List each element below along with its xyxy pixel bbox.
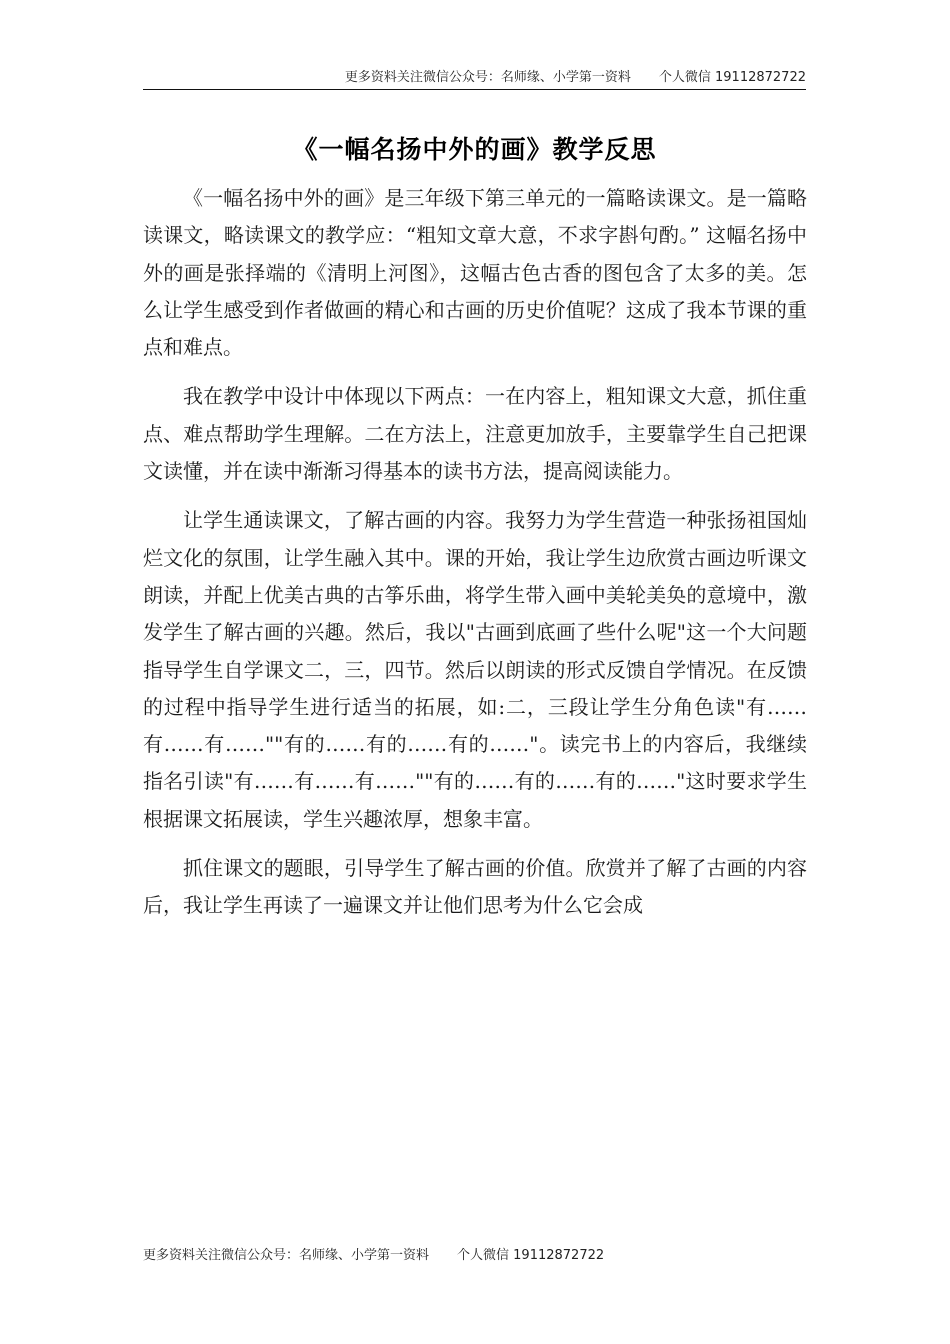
paragraph-3: 让学生通读课文，了解古画的内容。我努力为学生营造一种张扬祖国灿烂文化的氛围，让学生融入其中。课的开始，我让学生边欣赏古画边听课文朗读，并配上优美古典的古筝乐曲，将学生带入画中美轮美奂的意境中，激发学生了解古画的兴趣。然后，我以"古画到底画了些什么呢"这一个大问题指导学生自学课文二，三，四节。然后以朗读的形式反馈自学情况。在反馈的过程中指导学生进行适当的拓展，如:二，三段让学生分角色读"有……有……有……""有的……有的……有的……"。读完书上的内容后，我继续指名引读"有……有……有……""有的……有的……有的……"这时要求学生根据课文拓展读，学生兴趣浓厚，想象丰富。 [143,508,807,831]
page-header [143,68,806,88]
footer-promo-text: 更多资料关注微信公众号：名师缘、小学第一资料 [143,1248,430,1263]
header-promo-text: 更多资料关注微信公众号：名师缘、小学第一资料 [344,70,631,85]
document-body [143,180,807,937]
header-contact-text: 个人微信 19112872722 [658,70,806,85]
paragraph-2: 我在教学中设计中体现以下两点：一在内容上，粗知课文大意，抓住重点、难点帮助学生理解。二在方法上，注意更加放手，主要靠学生自己把课文读懂，并在读中渐渐习得基本的读书方法，提高阅读能力。 [143,384,807,484]
header-divider [143,89,806,90]
paragraph-1: 《一幅名扬中外的画》是三年级下第三单元的一篇略读课文。是一篇略读课文，略读课文的教学应：“粗知文章大意，不求字斟句酌。” 这幅名扬中外的画是张择端的《清明上河图》，这幅古色古香的图包含了太多的美。怎么让学生感受到作者做画的精心和古画的历史价值呢？这成了我本节课的重点和难点。 [143,186,807,360]
paragraph-4: 抓住课文的题眼，引导学生了解古画的价值。欣赏并了解了古画的内容后，我让学生再读了一遍课文并让他们思考为什么它会成 [143,856,807,918]
footer-contact-text: 个人微信 19112872722 [457,1248,605,1263]
page-footer [143,1246,806,1266]
document-title: 《一幅名扬中外的画》教学反思 [292,135,657,164]
